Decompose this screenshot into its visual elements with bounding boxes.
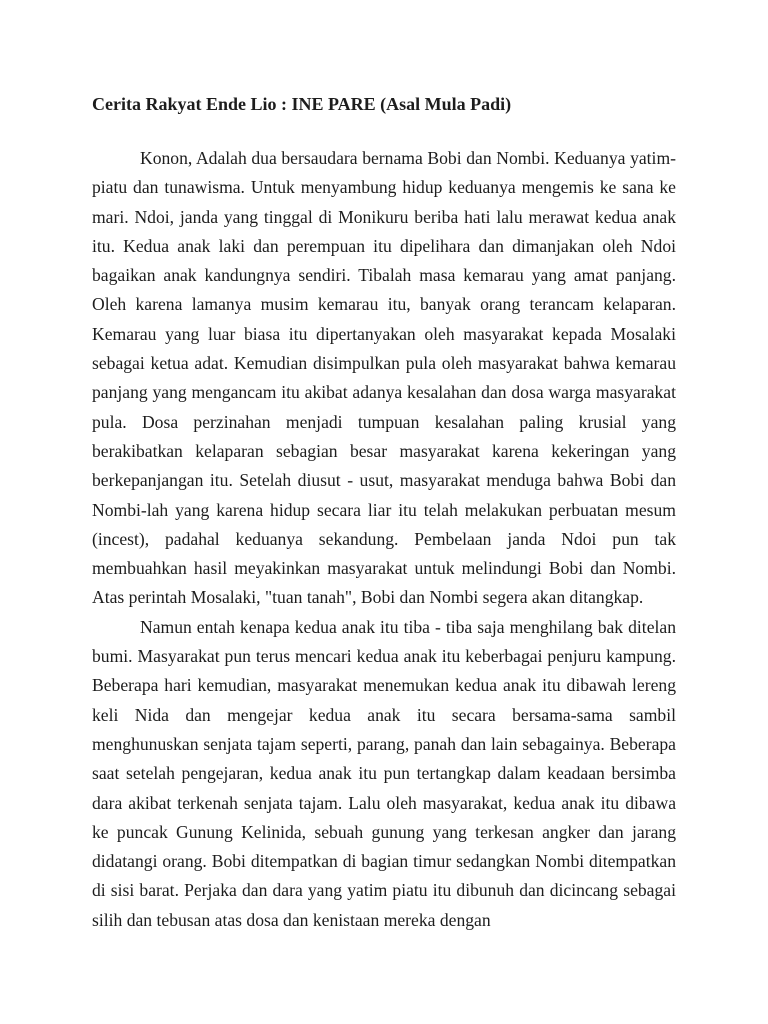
document-title: Cerita Rakyat Ende Lio : INE PARE (Asal Mula Padi) — [92, 94, 512, 114]
paragraph-2: Namun entah kenapa kedua anak itu tiba - tiba saja menghilang bak ditelan bumi. Masyarakat pun terus mencari kedua anak itu keberbagai penjuru kampung. Beberapa hari kemudian, masyarakat menemukan kedua anak itu dibawah lereng keli Nida dan mengejar kedua anak itu secara bersama-sama sambil menghunuskan senjata tajam seperti, parang, panah dan lain sebagainya. Beberapa saat setelah pengejaran, kedua anak itu pun tertangkap dalam keadaan bersimba dara akibat terkenah senjata tajam. Lalu oleh masyarakat, kedua anak itu dibawa ke puncak Gunung Kelinida, sebuah gunung yang terkesan angker dan jarang didatangi orang. Bobi ditempatkan di bagian timur sedangkan Nombi ditempatkan di sisi barat. Perjaka dan dara yang yatim piatu itu dibunuh dan dicincang sebagai silih dan tebusan atas dosa dan kenistaan mereka dengan — [92, 616, 676, 930]
paragraph-1: Konon, Adalah dua bersaudara bernama Bobi dan Nombi. Keduanya yatim-piatu dan tunawisma. Untuk menyambung hidup keduanya mengemis ke sana ke mari. Ndoi, janda yang tinggal di Monikuru beriba hati lalu merawat kedua anak itu. Kedua anak laki dan perempuan itu dipelihara dan dimanjakan oleh Ndoi bagaikan anak kandungnya sendiri. Tibalah masa kemarau yang amat panjang. Oleh karena lamanya musim kemarau itu, banyak orang terancam kelaparan. Kemarau yang luar biasa itu dipertanyakan oleh masyarakat kepada Mosalaki sebagai ketua adat. Kemudian disimpulkan pula oleh masyarakat bahwa kemarau panjang yang mengancam itu akibat adanya kesalahan dan dosa warga masyarakat pula. Dosa perzinahan menjadi tumpuan kesalahan paling krusial yang berakibatkan kelaparan sebagian besar masyarakat karena kekeringan yang berkepanjangan itu. Setelah diusut - usut, masyarakat menduga bahwa Bobi dan Nombi-lah yang karena hidup secara liar itu telah melakukan perbuatan mesum (incest), padahal keduanya sekandung. Pembelaan janda Ndoi pun tak membuahkan hasil meyakinkan masyarakat untuk melindungi Bobi dan Nombi. Atas perintah Mosalaki, "tuan tanah", Bobi dan Nombi segera akan ditangkap. — [92, 148, 676, 608]
document-body — [92, 144, 676, 935]
